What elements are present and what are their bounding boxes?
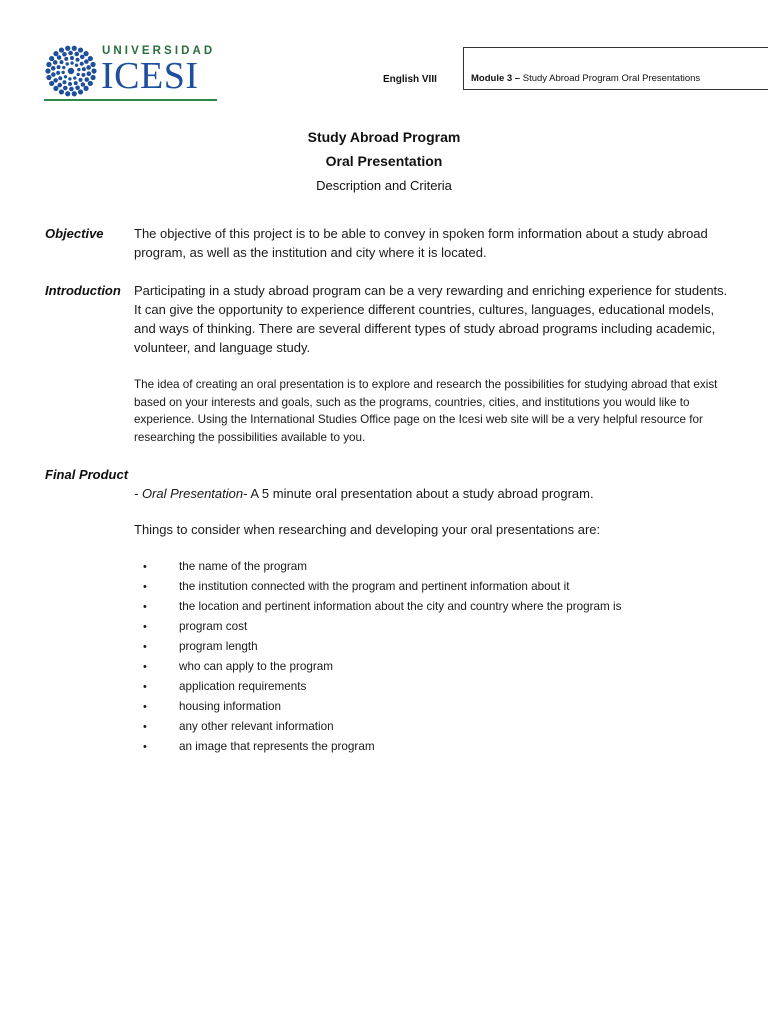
list-item-text: program cost [179, 620, 248, 633]
module-label: Module 3 [471, 73, 513, 84]
emblem-dot [90, 62, 95, 67]
bullet-icon: • [143, 561, 147, 573]
list-item [134, 699, 621, 719]
icesi-emblem-icon [44, 44, 98, 98]
emblem-dot [75, 64, 78, 67]
emblem-dot [72, 46, 77, 51]
emblem-dot [57, 65, 61, 69]
logo-university-text: UNIVERSIDAD [102, 45, 216, 57]
emblem-dot [57, 83, 62, 88]
list-item-text: the name of the program [179, 560, 307, 573]
final-product-prefix: - Oral Presentation [134, 486, 244, 501]
emblem-dot [57, 55, 62, 60]
emblem-dot [77, 73, 80, 76]
emblem-dot [77, 68, 80, 71]
bullet-icon: • [143, 581, 147, 593]
emblem-dot [65, 91, 70, 96]
final-product-text [134, 484, 730, 503]
emblem-dot [53, 86, 58, 91]
emblem-dot [80, 62, 84, 66]
emblem-dot [62, 66, 65, 69]
emblem-dot [51, 66, 56, 71]
module-title: Study Abroad Program Oral Presentations [522, 73, 701, 84]
objective-text: The objective of this project is to be able to convey in spoken form information about a study abroad program, as well as the institution and city where it is located. [134, 226, 708, 260]
emblem-dot [83, 86, 88, 91]
emblem-dot [72, 91, 77, 96]
emblem-dot [46, 62, 51, 67]
list-item [134, 719, 621, 739]
emblem-dot [56, 71, 60, 75]
list-item-text: who can apply to the program [179, 660, 333, 673]
consider-text: Things to consider when researching and developing your oral presentations are: [134, 522, 601, 537]
introduction-label: Introduction [45, 283, 121, 298]
emblem-dot [70, 61, 73, 64]
emblem-dot [53, 51, 58, 56]
list-item-text: an image that represents the program [179, 740, 375, 753]
logo-underline [44, 99, 217, 101]
emblem-dot [85, 77, 90, 82]
list-item [134, 739, 621, 759]
emblem-dot [61, 71, 64, 74]
emblem-dot [59, 47, 64, 52]
list-item [134, 599, 621, 619]
bullet-icon: • [143, 741, 147, 753]
emblem-dot [78, 89, 83, 94]
list-item [134, 579, 621, 599]
emblem-dot [76, 58, 80, 62]
emblem-dot [74, 52, 79, 57]
emblem-dot [81, 73, 85, 77]
list-item [134, 559, 621, 579]
introduction-text-2: The idea of creating an oral presentation is to explore and research the possibilities for studying abroad that exist based on your interests and goals, such as the programs, countries, cities, and institutions you would like to experience. Using the International Studies Office page on the Icesi web site will be a very helpful resource for researching the possibilities available to you. [134, 378, 718, 444]
considerations-list [134, 559, 621, 759]
emblem-dot [86, 65, 91, 70]
emblem-dot [87, 71, 92, 76]
list-item-text: application requirements [179, 680, 307, 693]
emblem-center [68, 68, 74, 74]
document-title-line2: Oral Presentation [325, 153, 443, 169]
emblem-dot [74, 81, 78, 85]
list-item-text: the location and pertinent information about the city and country where the program is [179, 600, 622, 613]
emblem-dot [66, 62, 69, 65]
emblem-dot [53, 60, 58, 65]
emblem-dot [59, 89, 64, 94]
final-product-label: Final Product [45, 467, 129, 482]
introduction-text: Participating in a study abroad program can be a very rewarding and enriching experience for students. It can give the opportunity to experience different countries, cultures, languages, educational models, and ways of thinking. There are several different types of study abroad programs including academic, volunteer, and language study. [134, 283, 728, 355]
emblem-dot [75, 85, 80, 90]
module-header-box [463, 47, 768, 90]
emblem-dot [68, 82, 72, 86]
document-title-line1: Study Abroad Program [307, 129, 461, 145]
emblem-dot [62, 52, 67, 57]
document-subtitle: Description and Criteria [316, 178, 452, 193]
emblem-dot [63, 86, 68, 91]
list-item-text: the institution connected with the program and pertinent information about it [179, 580, 570, 593]
bullet-icon: • [143, 601, 147, 613]
module-header [471, 73, 700, 84]
list-item [134, 639, 621, 659]
bullet-icon: • [143, 701, 147, 713]
emblem-dot [68, 51, 73, 56]
emblem-dot [49, 81, 54, 86]
list-item-text: program length [179, 640, 258, 653]
list-item-text: housing information [179, 700, 282, 713]
emblem-dot [82, 67, 86, 71]
emblem-dot [59, 60, 63, 64]
emblem-dot [84, 59, 89, 64]
emblem-dot [53, 78, 58, 83]
bullet-icon: • [143, 621, 147, 633]
emblem-dot [79, 78, 83, 82]
logo-icesi-text: ICESI [101, 55, 199, 97]
module-separator: – [512, 73, 523, 84]
emblem-dot [90, 75, 95, 80]
emblem-dot [91, 68, 96, 73]
emblem-dot [51, 72, 56, 77]
list-item [134, 619, 621, 639]
emblem-dot [73, 76, 76, 79]
bullet-icon: • [143, 681, 147, 693]
list-item [134, 659, 621, 679]
emblem-dot [69, 87, 74, 92]
university-logo [44, 44, 218, 106]
emblem-dot [68, 77, 71, 80]
emblem-dot [65, 46, 70, 51]
emblem-dot [58, 76, 62, 80]
objective-label: Objective [45, 226, 104, 241]
final-product-description: - A 5 minute oral presentation about a study abroad program. [243, 486, 594, 501]
bullet-icon: • [143, 641, 147, 653]
emblem-dot [81, 82, 86, 87]
emblem-dot [49, 56, 54, 61]
list-item [134, 679, 621, 699]
emblem-dot [88, 81, 93, 86]
emblem-dot [83, 51, 88, 56]
emblem-dot [64, 75, 67, 78]
emblem-dot [78, 47, 83, 52]
emblem-dot [80, 55, 85, 60]
emblem-dot [46, 75, 51, 80]
emblem-dot [88, 56, 93, 61]
bullet-icon: • [143, 661, 147, 673]
course-name: English VIII [383, 74, 437, 85]
emblem-dot [62, 80, 66, 84]
emblem-dot [70, 56, 74, 60]
emblem-dot [64, 57, 68, 61]
bullet-icon: • [143, 721, 147, 733]
list-item-text: any other relevant information [179, 720, 334, 733]
emblem-dot [45, 68, 50, 73]
